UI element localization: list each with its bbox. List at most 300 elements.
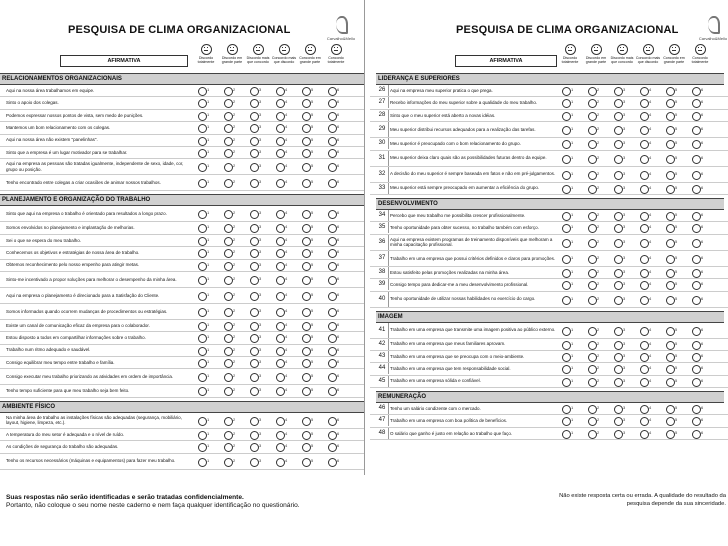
- radio-circle-icon[interactable]: [198, 291, 210, 301]
- radio-circle-icon[interactable]: [224, 346, 236, 356]
- radio-circle-icon[interactable]: [276, 346, 288, 356]
- radio-circle-icon[interactable]: [250, 87, 262, 96]
- radio-circle-icon[interactable]: [302, 87, 314, 96]
- radio-circle-icon[interactable]: [302, 163, 314, 172]
- answer-option[interactable]: [274, 111, 300, 121]
- radio-circle-icon[interactable]: [276, 334, 288, 343]
- answer-option[interactable]: [612, 295, 638, 305]
- radio-circle-icon[interactable]: [588, 365, 600, 374]
- radio-circle-icon[interactable]: [640, 268, 652, 278]
- answer-option[interactable]: [300, 386, 326, 396]
- answer-option[interactable]: [274, 261, 300, 271]
- radio-circle-icon[interactable]: [614, 405, 626, 414]
- answer-option[interactable]: [638, 170, 664, 180]
- radio-circle-icon[interactable]: [666, 140, 678, 149]
- answer-option[interactable]: [300, 236, 326, 246]
- answer-option[interactable]: [326, 291, 352, 301]
- answer-option[interactable]: [326, 386, 352, 396]
- answer-option[interactable]: [326, 98, 352, 108]
- answer-option[interactable]: [586, 238, 612, 248]
- radio-circle-icon[interactable]: [276, 224, 288, 233]
- answer-option[interactable]: [196, 321, 222, 331]
- radio-circle-icon[interactable]: [302, 136, 314, 146]
- answer-option[interactable]: [222, 248, 248, 258]
- answer-option[interactable]: [612, 223, 638, 233]
- answer-option[interactable]: [612, 111, 638, 121]
- radio-circle-icon[interactable]: [328, 136, 340, 146]
- radio-circle-icon[interactable]: [198, 210, 210, 219]
- answer-option[interactable]: [196, 148, 222, 158]
- answer-option[interactable]: [638, 268, 664, 278]
- radio-circle-icon[interactable]: [588, 340, 600, 350]
- answer-option[interactable]: [274, 346, 300, 356]
- radio-circle-icon[interactable]: [250, 443, 262, 452]
- answer-option[interactable]: [664, 352, 690, 362]
- radio-circle-icon[interactable]: [224, 124, 236, 133]
- answer-option[interactable]: [690, 238, 716, 248]
- answer-option[interactable]: [664, 416, 690, 426]
- answer-option[interactable]: [586, 377, 612, 387]
- radio-circle-icon[interactable]: [666, 99, 678, 108]
- radio-circle-icon[interactable]: [302, 346, 314, 356]
- answer-option[interactable]: [248, 86, 274, 96]
- answer-option[interactable]: [586, 404, 612, 414]
- answer-option[interactable]: [612, 86, 638, 96]
- answer-option[interactable]: [300, 457, 326, 467]
- answer-option[interactable]: [612, 280, 638, 290]
- answer-option[interactable]: [586, 340, 612, 350]
- answer-option[interactable]: [560, 429, 586, 439]
- radio-circle-icon[interactable]: [562, 170, 574, 180]
- answer-option[interactable]: [274, 123, 300, 133]
- radio-circle-icon[interactable]: [276, 148, 288, 158]
- radio-circle-icon[interactable]: [276, 249, 288, 258]
- radio-circle-icon[interactable]: [250, 457, 262, 467]
- radio-circle-icon[interactable]: [614, 340, 626, 350]
- answer-option[interactable]: [326, 442, 352, 452]
- radio-circle-icon[interactable]: [250, 387, 262, 396]
- answer-option[interactable]: [196, 275, 222, 285]
- radio-circle-icon[interactable]: [250, 359, 262, 368]
- radio-circle-icon[interactable]: [640, 254, 652, 264]
- radio-circle-icon[interactable]: [224, 111, 236, 121]
- radio-circle-icon[interactable]: [692, 268, 704, 278]
- answer-option[interactable]: [690, 352, 716, 362]
- radio-circle-icon[interactable]: [302, 307, 314, 317]
- answer-option[interactable]: [560, 111, 586, 121]
- radio-circle-icon[interactable]: [302, 275, 314, 285]
- radio-circle-icon[interactable]: [588, 417, 600, 426]
- answer-option[interactable]: [248, 321, 274, 331]
- answer-option[interactable]: [196, 386, 222, 396]
- answer-option[interactable]: [560, 295, 586, 305]
- radio-circle-icon[interactable]: [224, 275, 236, 285]
- radio-circle-icon[interactable]: [224, 236, 236, 246]
- radio-circle-icon[interactable]: [250, 307, 262, 317]
- radio-circle-icon[interactable]: [562, 184, 574, 194]
- answer-option[interactable]: [638, 326, 664, 336]
- radio-circle-icon[interactable]: [198, 416, 210, 426]
- answer-option[interactable]: [638, 352, 664, 362]
- radio-circle-icon[interactable]: [250, 163, 262, 172]
- radio-circle-icon[interactable]: [276, 275, 288, 285]
- answer-option[interactable]: [222, 442, 248, 452]
- radio-circle-icon[interactable]: [692, 429, 704, 439]
- radio-circle-icon[interactable]: [250, 346, 262, 356]
- answer-option[interactable]: [248, 416, 274, 426]
- radio-circle-icon[interactable]: [302, 148, 314, 158]
- answer-option[interactable]: [638, 184, 664, 194]
- radio-circle-icon[interactable]: [562, 111, 574, 121]
- radio-circle-icon[interactable]: [224, 321, 236, 331]
- radio-circle-icon[interactable]: [562, 326, 574, 336]
- answer-option[interactable]: [690, 154, 716, 164]
- answer-option[interactable]: [664, 404, 690, 414]
- radio-circle-icon[interactable]: [328, 224, 340, 233]
- radio-circle-icon[interactable]: [588, 184, 600, 194]
- answer-option[interactable]: [586, 111, 612, 121]
- answer-option[interactable]: [196, 111, 222, 121]
- answer-option[interactable]: [560, 280, 586, 290]
- radio-circle-icon[interactable]: [640, 417, 652, 426]
- answer-option[interactable]: [638, 377, 664, 387]
- answer-option[interactable]: [664, 340, 690, 350]
- answer-option[interactable]: [664, 254, 690, 264]
- answer-option[interactable]: [560, 154, 586, 164]
- answer-option[interactable]: [274, 307, 300, 317]
- radio-circle-icon[interactable]: [250, 179, 262, 188]
- radio-circle-icon[interactable]: [250, 321, 262, 331]
- answer-option[interactable]: [326, 333, 352, 343]
- answer-option[interactable]: [222, 111, 248, 121]
- answer-option[interactable]: [664, 184, 690, 194]
- answer-option[interactable]: [326, 162, 352, 172]
- answer-option[interactable]: [300, 111, 326, 121]
- radio-circle-icon[interactable]: [666, 295, 678, 305]
- radio-circle-icon[interactable]: [588, 99, 600, 108]
- radio-circle-icon[interactable]: [276, 321, 288, 331]
- radio-circle-icon[interactable]: [198, 224, 210, 233]
- answer-option[interactable]: [664, 86, 690, 96]
- answer-option[interactable]: [664, 377, 690, 387]
- radio-circle-icon[interactable]: [562, 126, 574, 135]
- radio-circle-icon[interactable]: [328, 99, 340, 108]
- radio-circle-icon[interactable]: [328, 124, 340, 133]
- answer-option[interactable]: [196, 236, 222, 246]
- radio-circle-icon[interactable]: [588, 211, 600, 221]
- radio-circle-icon[interactable]: [640, 365, 652, 374]
- radio-circle-icon[interactable]: [198, 359, 210, 368]
- radio-circle-icon[interactable]: [692, 126, 704, 135]
- radio-circle-icon[interactable]: [250, 148, 262, 158]
- radio-circle-icon[interactable]: [224, 416, 236, 426]
- answer-option[interactable]: [274, 416, 300, 426]
- answer-option[interactable]: [196, 123, 222, 133]
- radio-circle-icon[interactable]: [276, 291, 288, 301]
- answer-option[interactable]: [300, 333, 326, 343]
- radio-circle-icon[interactable]: [614, 268, 626, 278]
- radio-circle-icon[interactable]: [302, 291, 314, 301]
- radio-circle-icon[interactable]: [588, 352, 600, 362]
- answer-option[interactable]: [690, 223, 716, 233]
- answer-option[interactable]: [248, 236, 274, 246]
- radio-circle-icon[interactable]: [302, 321, 314, 331]
- radio-circle-icon[interactable]: [250, 224, 262, 233]
- radio-circle-icon[interactable]: [614, 211, 626, 221]
- answer-option[interactable]: [300, 178, 326, 188]
- answer-option[interactable]: [248, 136, 274, 146]
- answer-option[interactable]: [222, 86, 248, 96]
- answer-option[interactable]: [664, 154, 690, 164]
- radio-circle-icon[interactable]: [614, 281, 626, 290]
- radio-circle-icon[interactable]: [224, 163, 236, 172]
- radio-circle-icon[interactable]: [640, 154, 652, 164]
- radio-circle-icon[interactable]: [198, 236, 210, 246]
- radio-circle-icon[interactable]: [614, 126, 626, 135]
- radio-circle-icon[interactable]: [588, 254, 600, 264]
- radio-circle-icon[interactable]: [198, 99, 210, 108]
- answer-option[interactable]: [326, 123, 352, 133]
- answer-option[interactable]: [196, 372, 222, 382]
- answer-option[interactable]: [690, 139, 716, 149]
- radio-circle-icon[interactable]: [328, 430, 340, 440]
- answer-option[interactable]: [222, 162, 248, 172]
- answer-option[interactable]: [248, 333, 274, 343]
- radio-circle-icon[interactable]: [224, 224, 236, 233]
- radio-circle-icon[interactable]: [328, 457, 340, 467]
- radio-circle-icon[interactable]: [588, 238, 600, 248]
- radio-circle-icon[interactable]: [614, 326, 626, 336]
- radio-circle-icon[interactable]: [588, 268, 600, 278]
- radio-circle-icon[interactable]: [302, 373, 314, 382]
- answer-option[interactable]: [612, 326, 638, 336]
- radio-circle-icon[interactable]: [588, 377, 600, 387]
- radio-circle-icon[interactable]: [562, 281, 574, 290]
- answer-option[interactable]: [690, 377, 716, 387]
- radio-circle-icon[interactable]: [588, 126, 600, 135]
- answer-option[interactable]: [222, 291, 248, 301]
- answer-option[interactable]: [326, 321, 352, 331]
- answer-option[interactable]: [326, 248, 352, 258]
- answer-option[interactable]: [586, 125, 612, 135]
- answer-option[interactable]: [326, 178, 352, 188]
- answer-option[interactable]: [612, 139, 638, 149]
- radio-circle-icon[interactable]: [198, 307, 210, 317]
- radio-circle-icon[interactable]: [250, 430, 262, 440]
- radio-circle-icon[interactable]: [328, 163, 340, 172]
- answer-option[interactable]: [586, 86, 612, 96]
- radio-circle-icon[interactable]: [328, 249, 340, 258]
- radio-circle-icon[interactable]: [588, 170, 600, 180]
- radio-circle-icon[interactable]: [302, 334, 314, 343]
- radio-circle-icon[interactable]: [198, 249, 210, 258]
- answer-option[interactable]: [326, 86, 352, 96]
- radio-circle-icon[interactable]: [224, 373, 236, 382]
- radio-circle-icon[interactable]: [692, 154, 704, 164]
- answer-option[interactable]: [612, 404, 638, 414]
- radio-circle-icon[interactable]: [224, 457, 236, 467]
- radio-circle-icon[interactable]: [640, 340, 652, 350]
- answer-option[interactable]: [196, 261, 222, 271]
- radio-circle-icon[interactable]: [666, 365, 678, 374]
- answer-option[interactable]: [560, 170, 586, 180]
- answer-option[interactable]: [560, 268, 586, 278]
- answer-option[interactable]: [586, 364, 612, 374]
- answer-option[interactable]: [612, 154, 638, 164]
- radio-circle-icon[interactable]: [588, 224, 600, 233]
- radio-circle-icon[interactable]: [198, 148, 210, 158]
- answer-option[interactable]: [274, 148, 300, 158]
- answer-option[interactable]: [612, 377, 638, 387]
- answer-option[interactable]: [222, 236, 248, 246]
- radio-circle-icon[interactable]: [250, 416, 262, 426]
- radio-circle-icon[interactable]: [614, 140, 626, 149]
- radio-circle-icon[interactable]: [224, 210, 236, 219]
- answer-option[interactable]: [274, 358, 300, 368]
- radio-circle-icon[interactable]: [692, 238, 704, 248]
- radio-circle-icon[interactable]: [692, 87, 704, 96]
- answer-option[interactable]: [222, 261, 248, 271]
- answer-option[interactable]: [196, 430, 222, 440]
- radio-circle-icon[interactable]: [276, 136, 288, 146]
- radio-circle-icon[interactable]: [692, 352, 704, 362]
- answer-option[interactable]: [638, 111, 664, 121]
- answer-option[interactable]: [560, 404, 586, 414]
- radio-circle-icon[interactable]: [666, 224, 678, 233]
- radio-circle-icon[interactable]: [614, 254, 626, 264]
- radio-circle-icon[interactable]: [276, 416, 288, 426]
- answer-option[interactable]: [326, 236, 352, 246]
- radio-circle-icon[interactable]: [640, 377, 652, 387]
- radio-circle-icon[interactable]: [666, 417, 678, 426]
- answer-option[interactable]: [612, 429, 638, 439]
- answer-option[interactable]: [690, 111, 716, 121]
- answer-option[interactable]: [690, 295, 716, 305]
- answer-option[interactable]: [326, 209, 352, 219]
- answer-option[interactable]: [326, 223, 352, 233]
- answer-option[interactable]: [300, 321, 326, 331]
- radio-circle-icon[interactable]: [250, 136, 262, 146]
- answer-option[interactable]: [612, 238, 638, 248]
- answer-option[interactable]: [326, 148, 352, 158]
- radio-circle-icon[interactable]: [302, 210, 314, 219]
- answer-option[interactable]: [300, 442, 326, 452]
- answer-option[interactable]: [326, 430, 352, 440]
- radio-circle-icon[interactable]: [588, 154, 600, 164]
- radio-circle-icon[interactable]: [588, 87, 600, 96]
- radio-circle-icon[interactable]: [640, 238, 652, 248]
- answer-option[interactable]: [612, 352, 638, 362]
- radio-circle-icon[interactable]: [198, 124, 210, 133]
- answer-option[interactable]: [300, 86, 326, 96]
- radio-circle-icon[interactable]: [562, 365, 574, 374]
- radio-circle-icon[interactable]: [302, 249, 314, 258]
- answer-option[interactable]: [326, 275, 352, 285]
- radio-circle-icon[interactable]: [640, 211, 652, 221]
- answer-option[interactable]: [326, 111, 352, 121]
- answer-option[interactable]: [274, 457, 300, 467]
- radio-circle-icon[interactable]: [588, 140, 600, 149]
- radio-circle-icon[interactable]: [692, 211, 704, 221]
- radio-circle-icon[interactable]: [224, 430, 236, 440]
- answer-option[interactable]: [196, 358, 222, 368]
- answer-option[interactable]: [638, 139, 664, 149]
- answer-option[interactable]: [248, 386, 274, 396]
- answer-option[interactable]: [560, 364, 586, 374]
- answer-option[interactable]: [664, 223, 690, 233]
- radio-circle-icon[interactable]: [224, 99, 236, 108]
- radio-circle-icon[interactable]: [614, 87, 626, 96]
- answer-option[interactable]: [586, 352, 612, 362]
- radio-circle-icon[interactable]: [562, 417, 574, 426]
- answer-option[interactable]: [690, 268, 716, 278]
- answer-option[interactable]: [560, 326, 586, 336]
- radio-circle-icon[interactable]: [224, 148, 236, 158]
- answer-option[interactable]: [690, 211, 716, 221]
- radio-circle-icon[interactable]: [276, 307, 288, 317]
- answer-option[interactable]: [690, 326, 716, 336]
- radio-circle-icon[interactable]: [276, 111, 288, 121]
- radio-circle-icon[interactable]: [640, 429, 652, 439]
- answer-option[interactable]: [612, 98, 638, 108]
- radio-circle-icon[interactable]: [640, 295, 652, 305]
- answer-option[interactable]: [664, 238, 690, 248]
- radio-circle-icon[interactable]: [614, 238, 626, 248]
- answer-option[interactable]: [638, 429, 664, 439]
- radio-circle-icon[interactable]: [692, 340, 704, 350]
- answer-option[interactable]: [612, 254, 638, 264]
- radio-circle-icon[interactable]: [666, 281, 678, 290]
- radio-circle-icon[interactable]: [614, 429, 626, 439]
- answer-option[interactable]: [326, 416, 352, 426]
- answer-option[interactable]: [300, 123, 326, 133]
- radio-circle-icon[interactable]: [224, 249, 236, 258]
- answer-option[interactable]: [248, 162, 274, 172]
- answer-option[interactable]: [248, 307, 274, 317]
- radio-circle-icon[interactable]: [302, 236, 314, 246]
- radio-circle-icon[interactable]: [692, 377, 704, 387]
- radio-circle-icon[interactable]: [666, 340, 678, 350]
- answer-option[interactable]: [612, 340, 638, 350]
- answer-option[interactable]: [690, 340, 716, 350]
- answer-option[interactable]: [248, 111, 274, 121]
- radio-circle-icon[interactable]: [198, 275, 210, 285]
- radio-circle-icon[interactable]: [198, 87, 210, 96]
- radio-circle-icon[interactable]: [302, 111, 314, 121]
- radio-circle-icon[interactable]: [276, 261, 288, 271]
- radio-circle-icon[interactable]: [562, 405, 574, 414]
- radio-circle-icon[interactable]: [328, 443, 340, 452]
- answer-option[interactable]: [612, 170, 638, 180]
- answer-option[interactable]: [222, 209, 248, 219]
- answer-option[interactable]: [612, 268, 638, 278]
- radio-circle-icon[interactable]: [614, 154, 626, 164]
- answer-option[interactable]: [638, 98, 664, 108]
- radio-circle-icon[interactable]: [562, 211, 574, 221]
- answer-option[interactable]: [222, 358, 248, 368]
- radio-circle-icon[interactable]: [614, 352, 626, 362]
- answer-option[interactable]: [300, 275, 326, 285]
- answer-option[interactable]: [586, 170, 612, 180]
- answer-option[interactable]: [586, 139, 612, 149]
- answer-option[interactable]: [222, 457, 248, 467]
- answer-option[interactable]: [586, 280, 612, 290]
- answer-option[interactable]: [274, 321, 300, 331]
- radio-circle-icon[interactable]: [224, 136, 236, 146]
- answer-option[interactable]: [638, 86, 664, 96]
- answer-option[interactable]: [638, 211, 664, 221]
- radio-circle-icon[interactable]: [640, 111, 652, 121]
